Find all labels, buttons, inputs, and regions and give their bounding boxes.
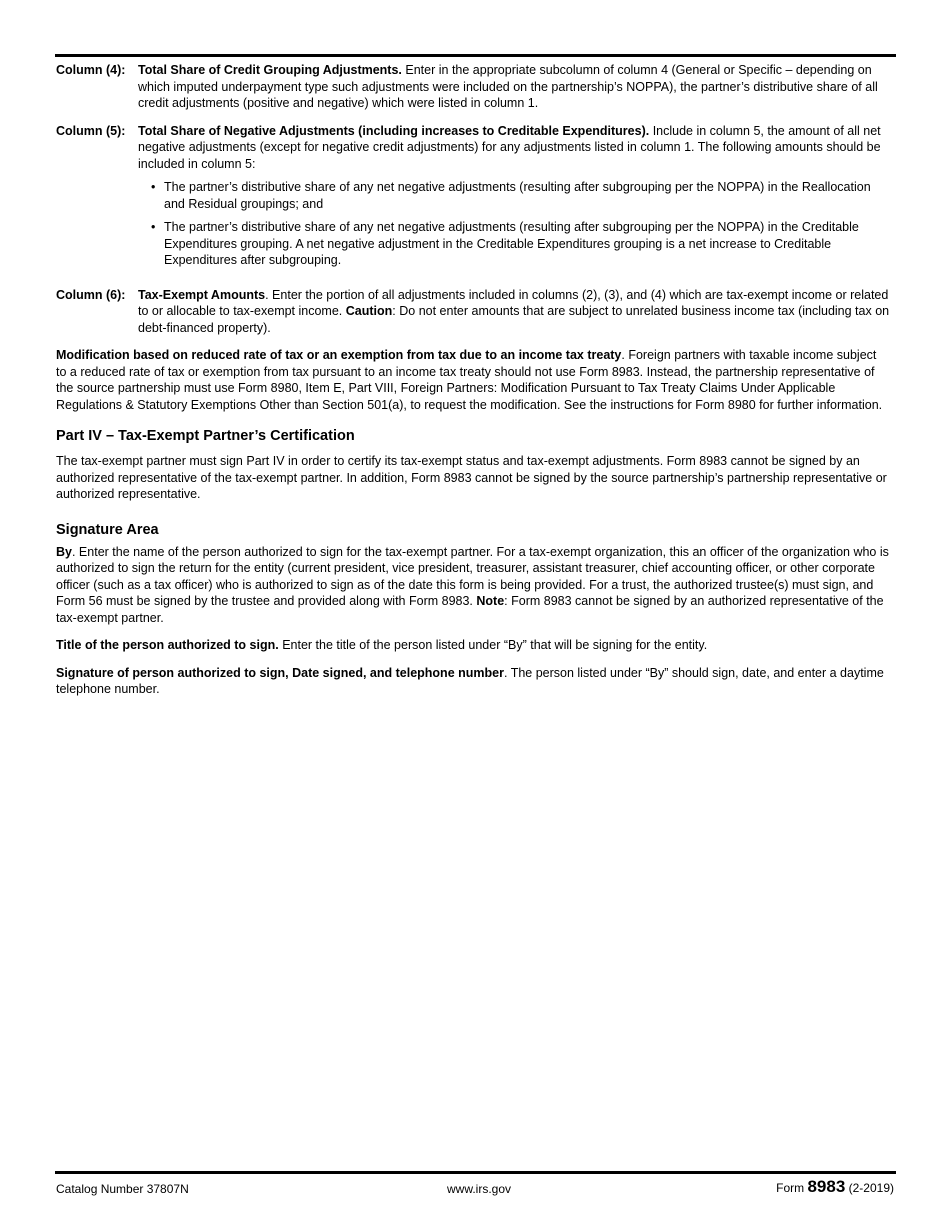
note-text: : Form 8983 cannot be signed by an authorized representative of the tax-exempt partner. <box>56 594 884 625</box>
modification-text: . Foreign partners with taxable income subject to a reduced rate of tax or exemption from tax pursuant to an income tax treaty should not use Form 8983. Instead, the partnership representative of the source partnership must use Form 8980, Item E, Part VIII, Foreign Partners: Modification Pursuant to Tax Treaty Claims Under Applicable Regulations & Statutory Exemptions Other than Section 501(a), to request the modification. See the instructions for Form 8980 for further information. <box>56 348 883 412</box>
by-text: . Enter the name of the person authorized to sign for the tax-exempt partner. For a tax-exempt organization, this an officer of the organization who is authorized to sign the return for the entity (current president, vice president, treasurer, assistant treasurer, chief accounting officer, or other corporate officer (such as a tax officer) who is authorized to sign as of the date this form is being provided. For a trust, the authorized trustee(s) must sign, and Form 56 must be signed by the trustee and provided along with Form 8983. <box>56 544 889 608</box>
column-text: . Enter the portion of all adjustments included in columns (2), (3), and (4) which are tax-exempt income or related to or allocable to tax-exempt income. <box>138 287 889 318</box>
website-link[interactable]: www.irs.gov <box>447 1182 512 1196</box>
form-revision: (2-2019) <box>848 1181 894 1195</box>
part-iv-title: Part IV – Tax-Exempt Partner’s Certification <box>56 428 355 444</box>
caution-label: Caution <box>345 304 393 318</box>
column-label: Column (4): <box>56 63 126 77</box>
by-label: By <box>56 544 72 559</box>
signature-area-title: Signature Area <box>56 521 159 538</box>
column-heading: Tax-Exempt Amounts <box>138 287 266 302</box>
part-iv-text: The tax-exempt partner must sign Part IV in order to certify its tax-exempt status and tax-exempt adjustments. Form 8983 cannot be signed by an authorized representative of the tax-exempt partner. In addition, Form 8983 cannot be signed by the source partnership’s partnership representative or authorized representative. <box>56 454 887 501</box>
form-prefix: Form <box>776 1181 805 1195</box>
column-label: Column (6): <box>56 287 126 302</box>
signature-text: . The person listed under “By” should sign, date, and enter a daytime telephone number. <box>56 665 884 696</box>
column-text: Enter in the appropriate subcolumn of column 4 (General or Specific – depending on which imputed underpayment type such adjustments were included on the partnership’s NOPPA), the partner’s distributive share of all credit adjustments (positive and negative) which were listed in column 1. <box>138 63 878 110</box>
form-id <box>776 1179 894 1196</box>
column-label: Column (5): <box>56 123 126 138</box>
instructions-body <box>56 62 890 709</box>
signature-paragraph <box>56 665 890 698</box>
form-number: 8983 <box>807 1177 846 1196</box>
list-item: • The partner’s distributive share of any net negative adjustments (resulting after subgrouping per the NOPPA) in the Creditable Expenditures grouping. A net negative adjustment in the Creditable Expenditures grouping is a net increase to Creditable Expenditures after subgrouping. <box>151 219 890 269</box>
note-label: Note <box>476 594 505 608</box>
catalog-number: Catalog Number 37807N <box>56 1182 189 1196</box>
column-heading: Total Share of Negative Adjustments (including increases to Creditable Expenditures). <box>138 123 650 138</box>
top-rule <box>55 54 896 57</box>
modification-paragraph <box>56 347 890 413</box>
signature-label: Signature of person authorized to sign, Date signed, and telephone number <box>56 665 504 680</box>
modification-heading: Modification based on reduced rate of tax or an exemption from tax due to an income tax treaty <box>56 348 622 362</box>
title-paragraph <box>56 637 890 654</box>
list-item: • The partner’s distributive share of any net negative adjustments (resulting after subgrouping per the NOPPA) in the Reallocation and Residual groupings; and <box>151 179 890 212</box>
bullet-list <box>138 179 890 269</box>
bottom-rule <box>55 1171 896 1174</box>
column-6-instructions <box>56 287 890 337</box>
title-text: Enter the title of the person listed under “By” that will be signing for the entity. <box>282 638 708 652</box>
column-5-instructions <box>56 123 890 276</box>
column-4-instructions <box>56 62 890 112</box>
caution-text: : Do not enter amounts that are subject to unrelated business income tax (including tax on debt-financed property). <box>138 304 890 335</box>
column-heading: Total Share of Credit Grouping Adjustments. <box>138 63 402 77</box>
by-paragraph <box>56 544 890 627</box>
column-text: Include in column 5, the amount of all net negative adjustments (except for negative credit adjustments) for any adjustments listed in column 1. The following amounts should be included in column 5: <box>138 123 881 171</box>
title-label: Title of the person authorized to sign. <box>56 638 279 652</box>
